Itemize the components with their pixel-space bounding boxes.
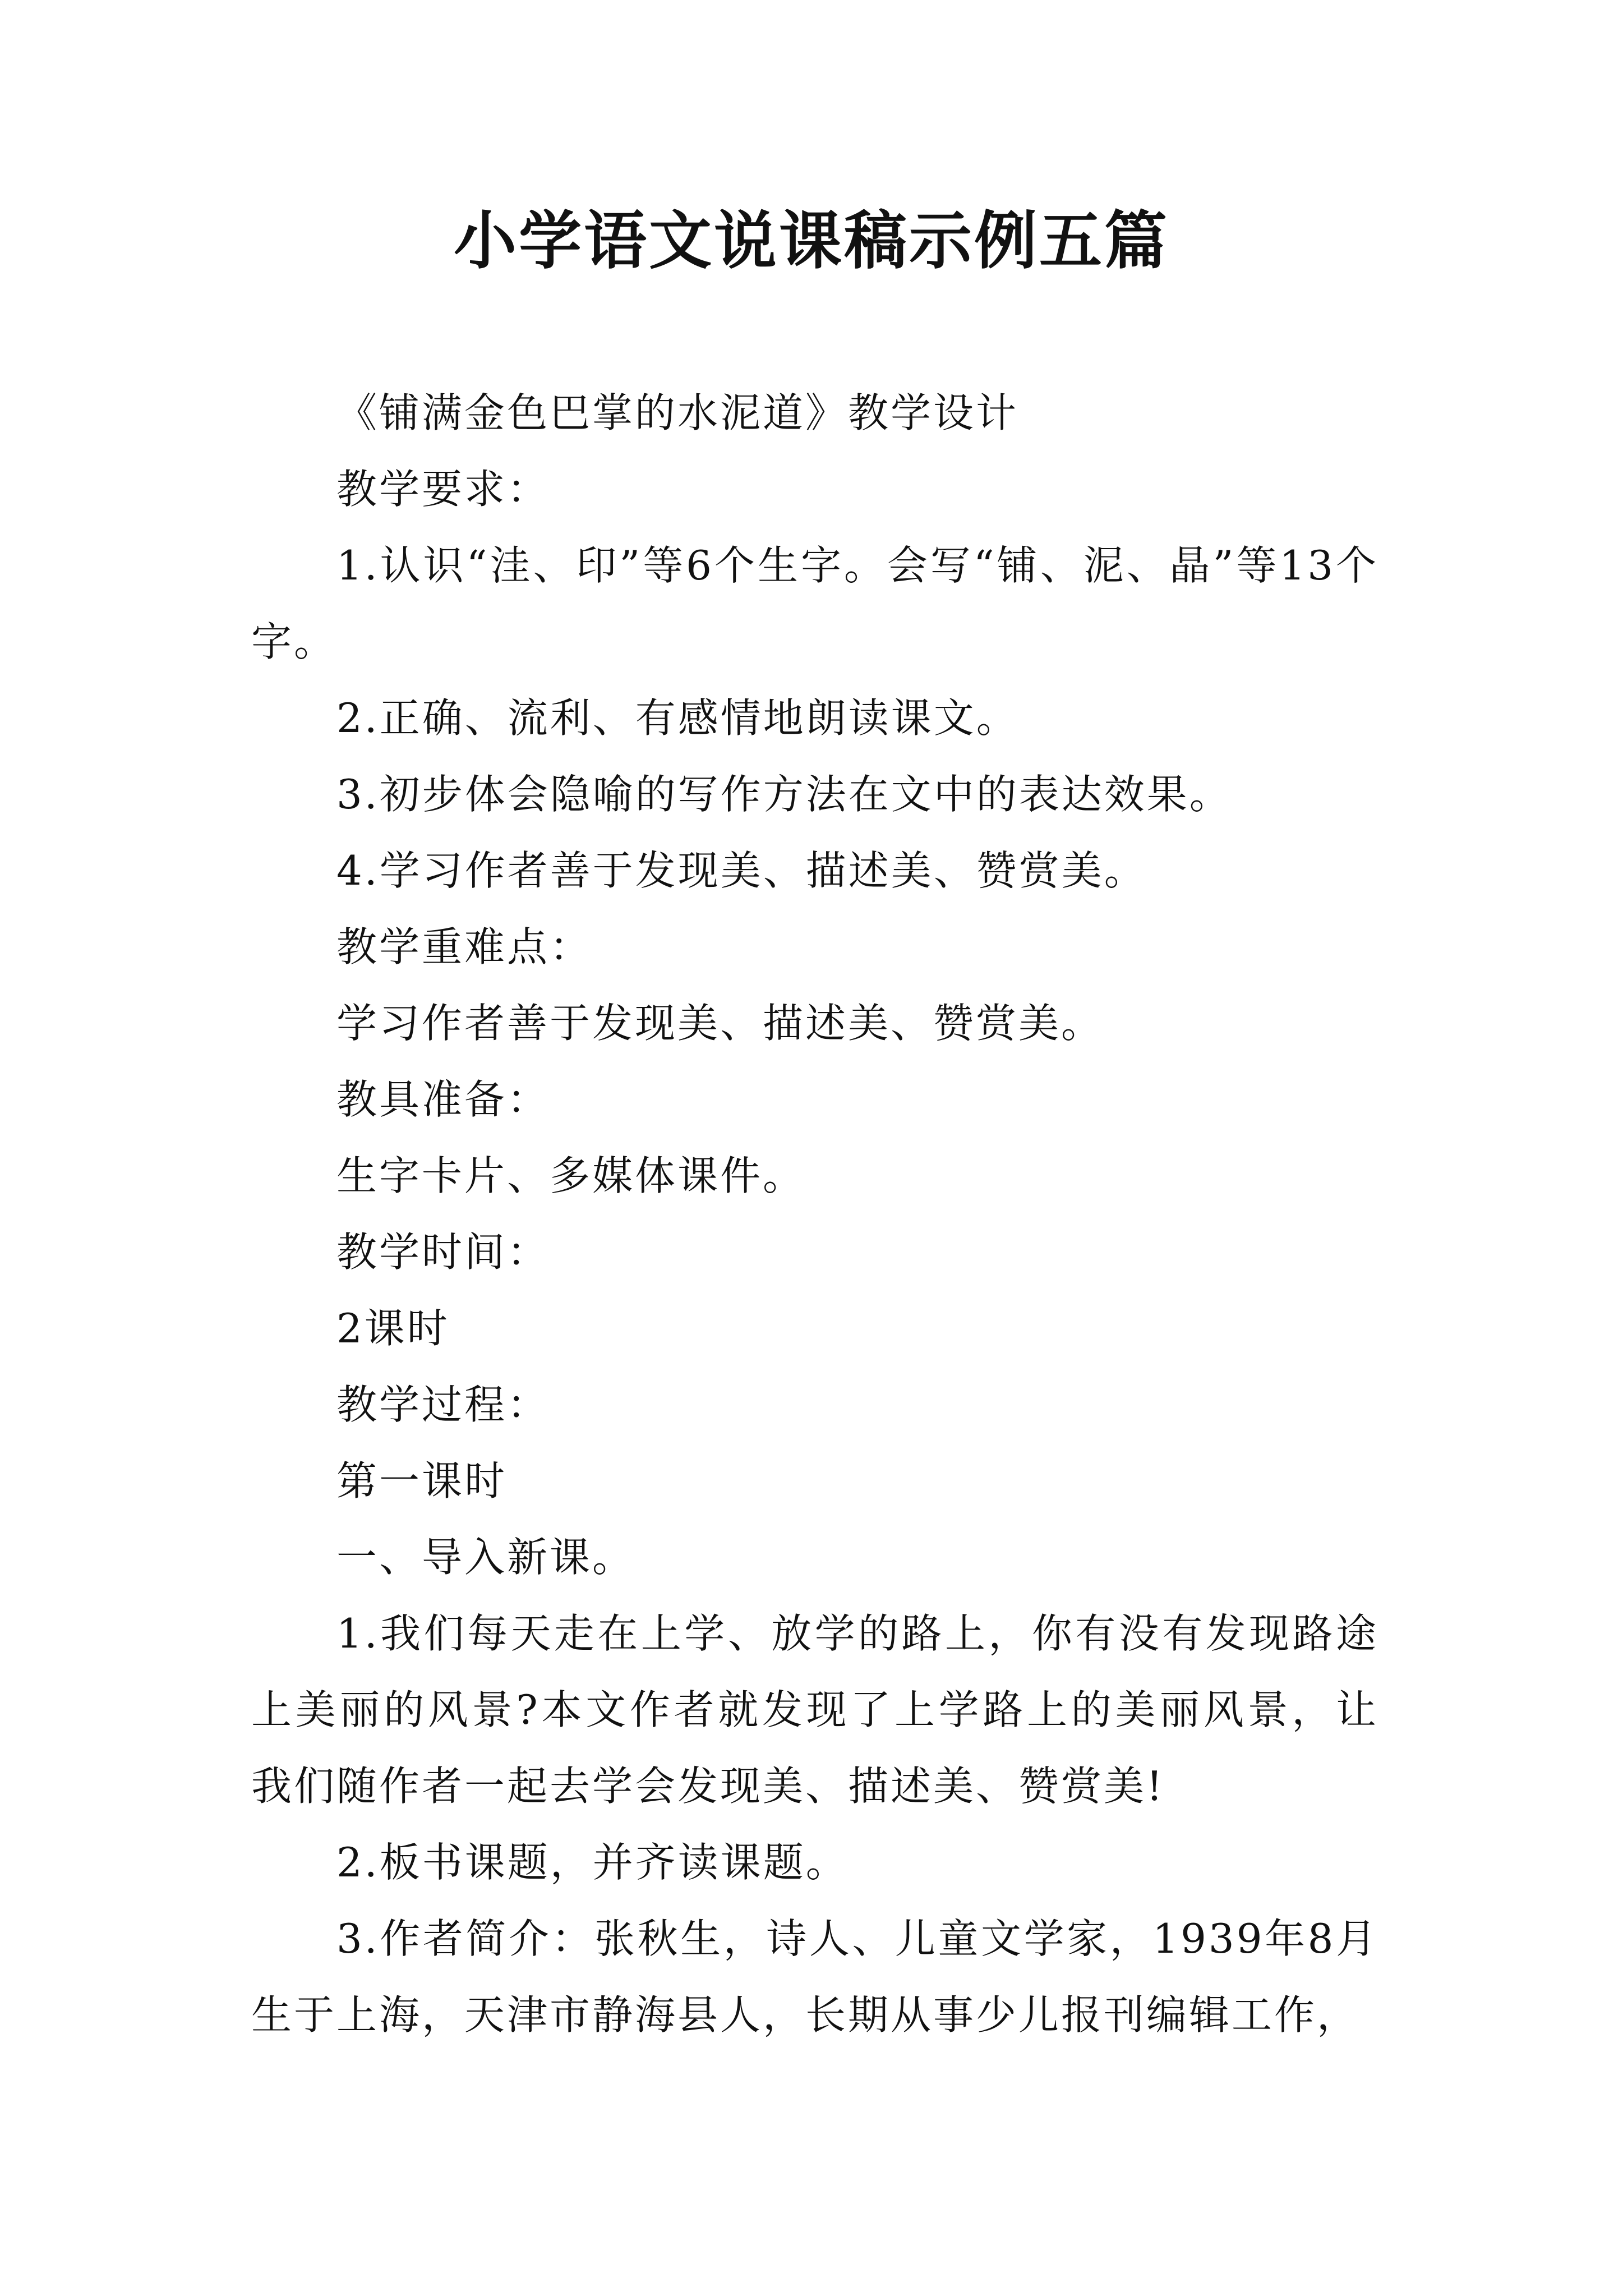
paragraph-heading-materials: 教具准备： <box>336 1076 550 1123</box>
document-title: 小学语文说课稿示例五篇 <box>454 204 1169 278</box>
paragraph-requirement-3: 3.初步体会隐喻的写作方法在文中的表达效果。 <box>336 771 1232 818</box>
paragraph-requirement-4: 4.学习作者善于发现美、描述美、赞赏美。 <box>336 847 1147 894</box>
paragraph-heading-requirements: 教学要求： <box>336 466 550 513</box>
paragraph-heading-process: 教学过程： <box>336 1381 550 1428</box>
paragraph-requirement-2: 2.正确、流利、有感情地朗读课文。 <box>336 694 1019 742</box>
document-body <box>251 375 1378 2053</box>
paragraph-intro-3: 3.作者简介：张秋生，诗人、儿童文学家，1939年8月生于上海，天津市静海县人，长期从事少儿报刊编辑工作， <box>251 1915 1378 2039</box>
paragraph-requirement-1: 1.认识“洼、印”等6个生字。会写“铺、泥、晶”等13个字。 <box>251 542 1378 665</box>
paragraph-time: 2课时 <box>336 1305 450 1352</box>
paragraph-materials: 生字卡片、多媒体课件。 <box>336 1152 806 1199</box>
paragraph-key-points: 学习作者善于发现美、描述美、赞赏美。 <box>336 1000 1104 1047</box>
paragraph-heading-time: 教学时间： <box>336 1228 550 1276</box>
paragraph-intro-1: 1.我们每天走在上学、放学的路上，你有没有发现路途上美丽的风景?本文作者就发现了上学路上的美丽风景，让我们随作者一起去学会发现美、描述美、赞赏美! <box>251 1610 1378 1810</box>
paragraph-heading-key-points: 教学重难点： <box>336 923 593 970</box>
paragraph-section-intro: 一、导入新课。 <box>336 1534 635 1581</box>
paragraph-first-lesson: 第一课时 <box>336 1457 508 1504</box>
paragraph-intro-2: 2.板书课题，并齐读课题。 <box>336 1839 849 1886</box>
paragraph-lesson-title: 《铺满金色巴掌的水泥道》教学设计 <box>336 389 1019 436</box>
